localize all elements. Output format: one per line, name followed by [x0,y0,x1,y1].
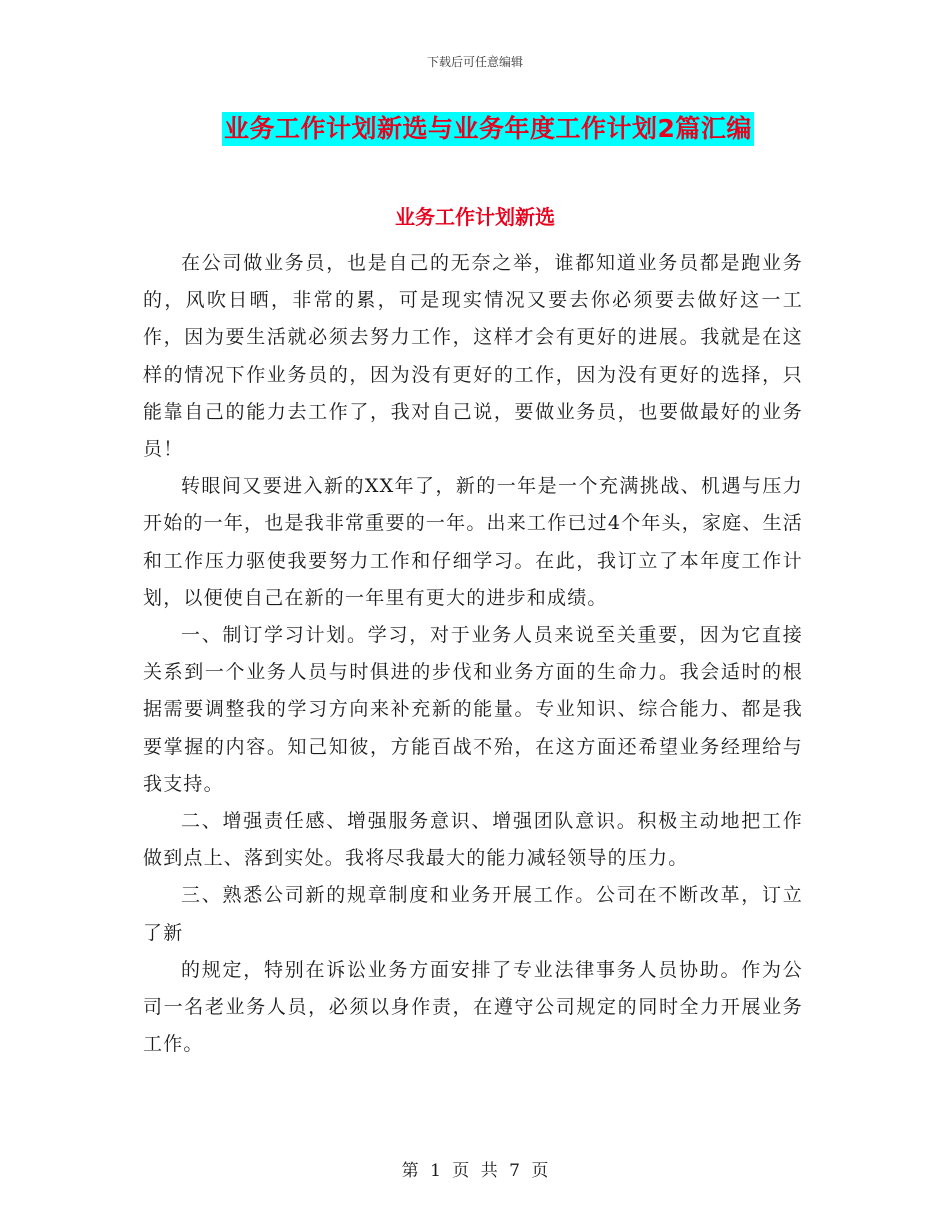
title-wrap [222,112,754,146]
paragraph: 三、熟悉公司新的规章制度和业务开展工作。公司在不断改革，订立了新 [143,884,803,944]
paragraph: 一、制订学习计划。学习，对于业务人员来说至关重要，因为它直接关系到一个业务人员与时俱进的步伐和业务方面的生命力。我会适时的根据需要调整我的学习方向来补充新的能量。专业知识、综合能力、都是我要掌握的内容。知己知彼，方能百战不殆，在这方面还希望业务经理给与我支持。 [143,624,803,795]
paragraph: 转眼间又要进入新的XX年了，新的一年是一个充满挑战、机遇与压力开始的一年，也是我非常重要的一年。出来工作已过4个年头，家庭、生活和工作压力驱使我要努力工作和仔细学习。在此，我订立了本年度工作计划，以便使自己在新的一年里有更大的进步和成绩。 [143,475,803,609]
section-title: 业务工作计划新选 [395,205,555,229]
header-note: 下载后可任意编辑 [426,55,523,69]
page-number: 第 1 页 共 7 页 [401,1161,549,1181]
paragraph: 二、增强责任感、增强服务意识、增强团队意识。积极主动地把工作做到点上、落到实处。我将尽我最大的能力减轻领导的压力。 [143,810,803,870]
paragraph: 的规定，特别在诉讼业务方面安排了专业法律事务人员协助。作为公司一名老业务人员，必须以身作责，在遵守公司规定的同时全力开展业务工作。 [143,958,803,1056]
document-title: 业务工作计划新选与业务年度工作计划2篇汇编 [222,112,754,146]
paragraph: 在公司做业务员，也是自己的无奈之举，谁都知道业务员都是跑业务的，风吹日晒，非常的累，可是现实情况又要去你必须要去做好这一工作，因为要生活就必须去努力工作，这样才会有更好的进展。我就是在这样的情况下作业务员的，因为没有更好的工作，因为没有更好的选择，只能靠自己的能力去工作了，我对自己说，要做业务员，也要做最好的业务员！ [143,252,803,461]
document-body [143,245,803,1063]
